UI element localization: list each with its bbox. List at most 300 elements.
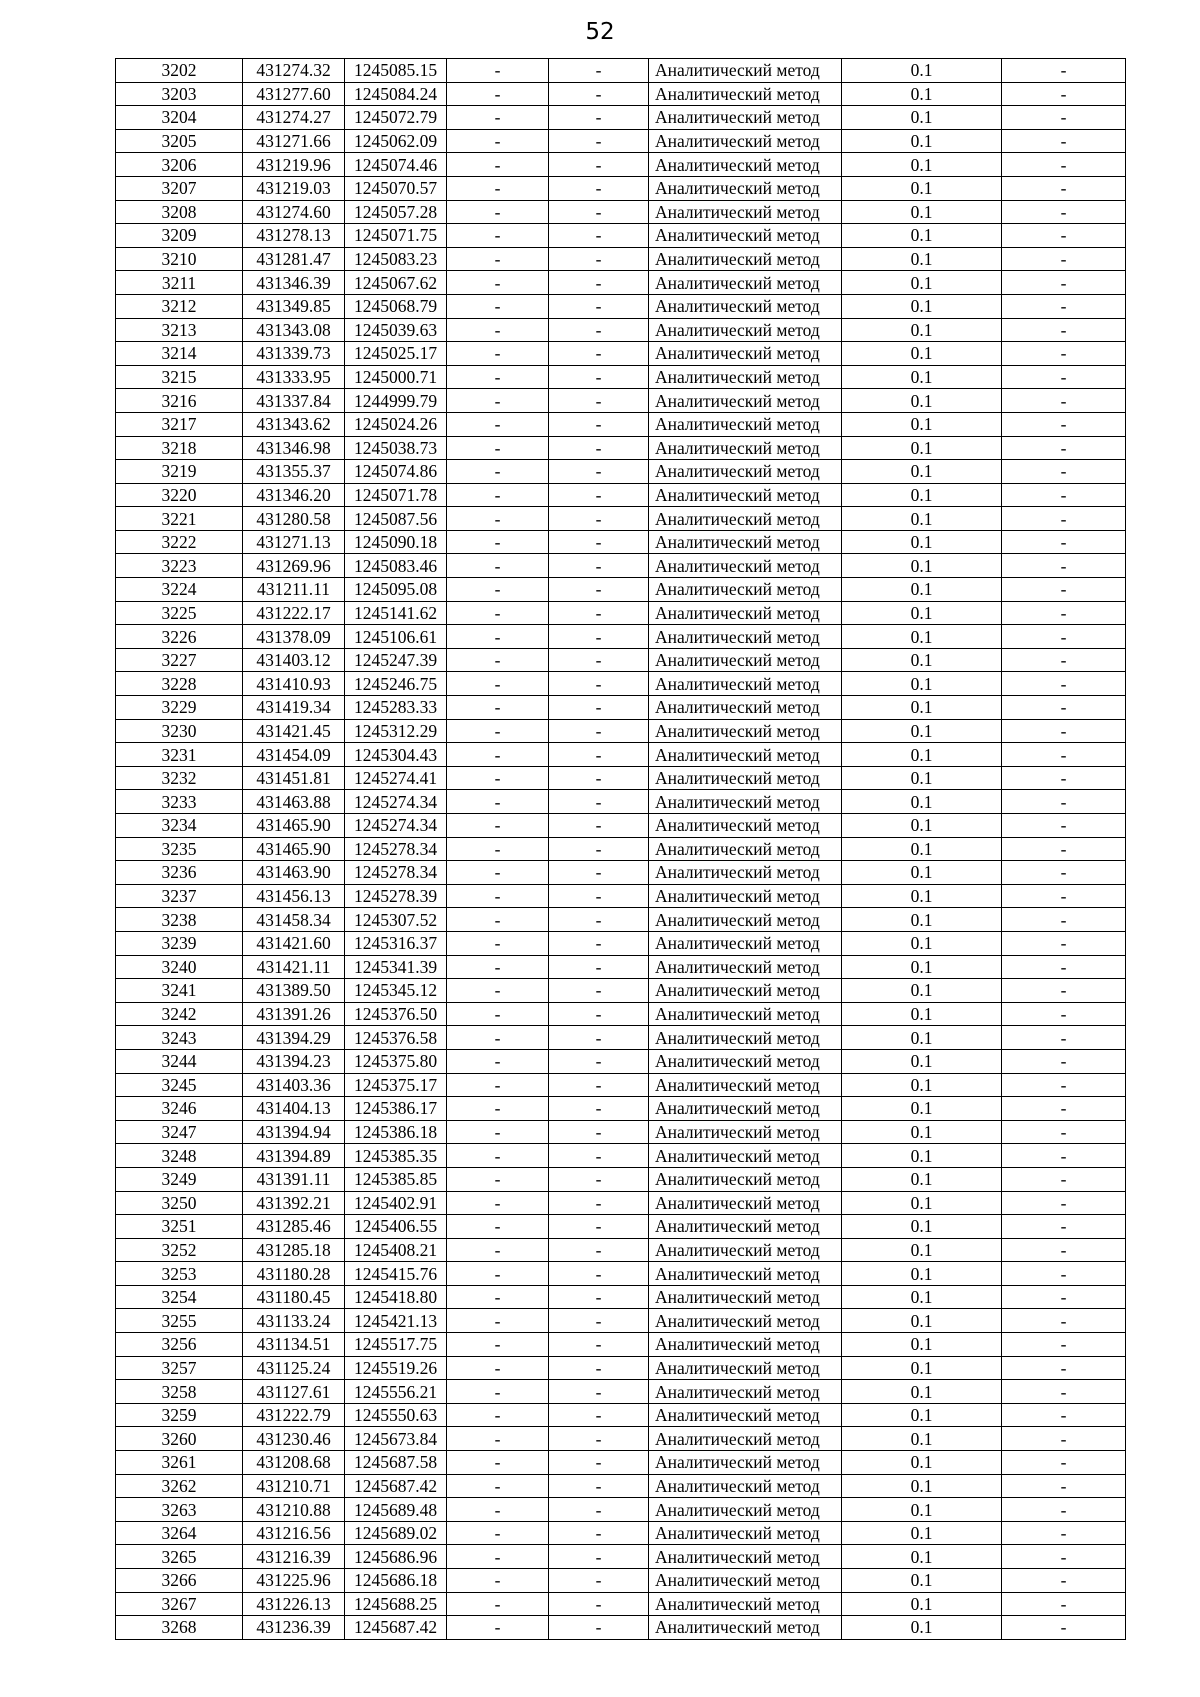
y-coordinate-cell: 1245519.26 [345,1356,447,1380]
accuracy-cell: 0.1 [842,59,1002,83]
table-row [116,1073,1126,1097]
dash-cell: - [549,1592,649,1616]
dash-cell: - [447,1120,549,1144]
accuracy-cell: 0.1 [842,672,1002,696]
dash-cell: - [447,1167,549,1191]
x-coordinate-cell: 431280.58 [243,507,345,531]
x-coordinate-cell: 431337.84 [243,389,345,413]
y-coordinate-cell: 1245071.78 [345,483,447,507]
method-cell: Аналитический метод [649,129,842,153]
dash-cell: - [1002,224,1126,248]
dash-cell: - [1002,1474,1126,1498]
y-coordinate-cell: 1245074.46 [345,153,447,177]
method-cell: Аналитический метод [649,837,842,861]
accuracy-cell: 0.1 [842,696,1002,720]
accuracy-cell: 0.1 [842,554,1002,578]
dash-cell: - [447,1238,549,1262]
accuracy-cell: 0.1 [842,200,1002,224]
y-coordinate-cell: 1245000.71 [345,365,447,389]
dash-cell: - [1002,1309,1126,1333]
method-cell: Аналитический метод [649,1380,842,1404]
x-coordinate-cell: 431346.39 [243,271,345,295]
x-coordinate-cell: 431127.61 [243,1380,345,1404]
table-body [116,59,1126,1640]
dash-cell: - [549,1451,649,1475]
dash-cell: - [549,1262,649,1286]
point-number-cell: 3258 [116,1380,243,1404]
dash-cell: - [1002,884,1126,908]
dash-cell: - [549,436,649,460]
y-coordinate-cell: 1245556.21 [345,1380,447,1404]
x-coordinate-cell: 431226.13 [243,1592,345,1616]
y-coordinate-cell: 1245024.26 [345,412,447,436]
method-cell: Аналитический метод [649,1215,842,1239]
point-number-cell: 3247 [116,1120,243,1144]
table-row [116,790,1126,814]
dash-cell: - [447,601,549,625]
point-number-cell: 3206 [116,153,243,177]
y-coordinate-cell: 1245517.75 [345,1333,447,1357]
dash-cell: - [549,153,649,177]
accuracy-cell: 0.1 [842,931,1002,955]
method-cell: Аналитический метод [649,790,842,814]
dash-cell: - [1002,271,1126,295]
dash-cell: - [549,1073,649,1097]
point-number-cell: 3242 [116,1002,243,1026]
point-number-cell: 3265 [116,1545,243,1569]
x-coordinate-cell: 431180.45 [243,1285,345,1309]
x-coordinate-cell: 431269.96 [243,554,345,578]
method-cell: Аналитический метод [649,1026,842,1050]
method-cell: Аналитический метод [649,601,842,625]
method-cell: Аналитический метод [649,318,842,342]
point-number-cell: 3254 [116,1285,243,1309]
accuracy-cell: 0.1 [842,578,1002,602]
method-cell: Аналитический метод [649,861,842,885]
page-number: 52 [585,19,615,45]
accuracy-cell: 0.1 [842,625,1002,649]
method-cell: Аналитический метод [649,412,842,436]
dash-cell: - [1002,294,1126,318]
accuracy-cell: 0.1 [842,176,1002,200]
point-number-cell: 3246 [116,1097,243,1121]
x-coordinate-cell: 431343.62 [243,412,345,436]
x-coordinate-cell: 431465.90 [243,814,345,838]
dash-cell: - [1002,625,1126,649]
method-cell: Аналитический метод [649,1097,842,1121]
accuracy-cell: 0.1 [842,1238,1002,1262]
dash-cell: - [1002,153,1126,177]
dash-cell: - [1002,59,1126,83]
method-cell: Аналитический метод [649,979,842,1003]
x-coordinate-cell: 431133.24 [243,1309,345,1333]
method-cell: Аналитический метод [649,1120,842,1144]
point-number-cell: 3257 [116,1356,243,1380]
dash-cell: - [447,1144,549,1168]
x-coordinate-cell: 431391.26 [243,1002,345,1026]
x-coordinate-cell: 431463.90 [243,861,345,885]
x-coordinate-cell: 431391.11 [243,1167,345,1191]
accuracy-cell: 0.1 [842,1545,1002,1569]
table-row [116,294,1126,318]
dash-cell: - [1002,365,1126,389]
point-number-cell: 3236 [116,861,243,885]
dash-cell: - [549,931,649,955]
accuracy-cell: 0.1 [842,1356,1002,1380]
dash-cell: - [549,1215,649,1239]
point-number-cell: 3237 [116,884,243,908]
x-coordinate-cell: 431219.03 [243,176,345,200]
dash-cell: - [549,1616,649,1640]
dash-cell: - [549,908,649,932]
y-coordinate-cell: 1245386.18 [345,1120,447,1144]
dash-cell: - [1002,861,1126,885]
method-cell: Аналитический метод [649,460,842,484]
x-coordinate-cell: 431333.95 [243,365,345,389]
method-cell: Аналитический метод [649,931,842,955]
point-number-cell: 3219 [116,460,243,484]
point-number-cell: 3217 [116,412,243,436]
table-row [116,884,1126,908]
y-coordinate-cell: 1245062.09 [345,129,447,153]
dash-cell: - [447,82,549,106]
table-row [116,1309,1126,1333]
dash-cell: - [1002,648,1126,672]
point-number-cell: 3255 [116,1309,243,1333]
dash-cell: - [549,861,649,885]
x-coordinate-cell: 431216.56 [243,1521,345,1545]
y-coordinate-cell: 1245038.73 [345,436,447,460]
y-coordinate-cell: 1245418.80 [345,1285,447,1309]
y-coordinate-cell: 1245316.37 [345,931,447,955]
x-coordinate-cell: 431421.11 [243,955,345,979]
table-row [116,1002,1126,1026]
point-number-cell: 3202 [116,59,243,83]
point-number-cell: 3235 [116,837,243,861]
dash-cell: - [447,1545,549,1569]
accuracy-cell: 0.1 [842,129,1002,153]
accuracy-cell: 0.1 [842,979,1002,1003]
table-row [116,1498,1126,1522]
table-row [116,1238,1126,1262]
dash-cell: - [447,1049,549,1073]
dash-cell: - [1002,1427,1126,1451]
accuracy-cell: 0.1 [842,271,1002,295]
dash-cell: - [447,530,549,554]
table-row [116,1333,1126,1357]
dash-cell: - [1002,1380,1126,1404]
dash-cell: - [549,837,649,861]
dash-cell: - [447,884,549,908]
point-number-cell: 3224 [116,578,243,602]
accuracy-cell: 0.1 [842,153,1002,177]
dash-cell: - [549,294,649,318]
dash-cell: - [1002,814,1126,838]
y-coordinate-cell: 1245689.02 [345,1521,447,1545]
accuracy-cell: 0.1 [842,294,1002,318]
accuracy-cell: 0.1 [842,1049,1002,1073]
dash-cell: - [447,696,549,720]
dash-cell: - [549,59,649,83]
point-number-cell: 3215 [116,365,243,389]
dash-cell: - [1002,790,1126,814]
table-row [116,672,1126,696]
x-coordinate-cell: 431274.32 [243,59,345,83]
method-cell: Аналитический метод [649,294,842,318]
y-coordinate-cell: 1245085.15 [345,59,447,83]
dash-cell: - [447,1569,549,1593]
dash-cell: - [549,1002,649,1026]
x-coordinate-cell: 431378.09 [243,625,345,649]
dash-cell: - [1002,578,1126,602]
point-number-cell: 3234 [116,814,243,838]
method-cell: Аналитический метод [649,507,842,531]
dash-cell: - [549,625,649,649]
x-coordinate-cell: 431180.28 [243,1262,345,1286]
y-coordinate-cell: 1245071.75 [345,224,447,248]
dash-cell: - [1002,1002,1126,1026]
point-number-cell: 3228 [116,672,243,696]
dash-cell: - [447,342,549,366]
dash-cell: - [549,1403,649,1427]
method-cell: Аналитический метод [649,1167,842,1191]
table-row [116,342,1126,366]
point-number-cell: 3212 [116,294,243,318]
dash-cell: - [549,1285,649,1309]
x-coordinate-cell: 431355.37 [243,460,345,484]
dash-cell: - [1002,1120,1126,1144]
point-number-cell: 3209 [116,224,243,248]
method-cell: Аналитический метод [649,1592,842,1616]
dash-cell: - [1002,1073,1126,1097]
point-number-cell: 3261 [116,1451,243,1475]
table-row [116,1049,1126,1073]
table-row [116,696,1126,720]
accuracy-cell: 0.1 [842,1215,1002,1239]
method-cell: Аналитический метод [649,1427,842,1451]
dash-cell: - [1002,1616,1126,1640]
table-row [116,578,1126,602]
dash-cell: - [549,1498,649,1522]
y-coordinate-cell: 1245274.34 [345,790,447,814]
dash-cell: - [1002,837,1126,861]
table-row [116,1403,1126,1427]
accuracy-cell: 0.1 [842,82,1002,106]
method-cell: Аналитический метод [649,1002,842,1026]
point-number-cell: 3250 [116,1191,243,1215]
accuracy-cell: 0.1 [842,861,1002,885]
dash-cell: - [447,507,549,531]
table-row [116,1356,1126,1380]
accuracy-cell: 0.1 [842,507,1002,531]
y-coordinate-cell: 1245278.34 [345,861,447,885]
table-row [116,224,1126,248]
dash-cell: - [1002,1498,1126,1522]
dash-cell: - [1002,1451,1126,1475]
dash-cell: - [549,696,649,720]
x-coordinate-cell: 431210.88 [243,1498,345,1522]
accuracy-cell: 0.1 [842,955,1002,979]
table-row [116,1521,1126,1545]
dash-cell: - [1002,389,1126,413]
x-coordinate-cell: 431274.60 [243,200,345,224]
y-coordinate-cell: 1245067.62 [345,271,447,295]
dash-cell: - [549,1309,649,1333]
point-number-cell: 3230 [116,719,243,743]
dash-cell: - [447,224,549,248]
accuracy-cell: 0.1 [842,837,1002,861]
table-row [116,1474,1126,1498]
point-number-cell: 3262 [116,1474,243,1498]
dash-cell: - [549,129,649,153]
dash-cell: - [1002,460,1126,484]
point-number-cell: 3251 [116,1215,243,1239]
y-coordinate-cell: 1245341.39 [345,955,447,979]
dash-cell: - [549,719,649,743]
method-cell: Аналитический метод [649,1545,842,1569]
y-coordinate-cell: 1245083.46 [345,554,447,578]
accuracy-cell: 0.1 [842,1167,1002,1191]
dash-cell: - [549,814,649,838]
dash-cell: - [447,1451,549,1475]
dash-cell: - [447,861,549,885]
table-row [116,412,1126,436]
method-cell: Аналитический метод [649,82,842,106]
accuracy-cell: 0.1 [842,342,1002,366]
point-number-cell: 3223 [116,554,243,578]
dash-cell: - [447,766,549,790]
x-coordinate-cell: 431134.51 [243,1333,345,1357]
x-coordinate-cell: 431219.96 [243,153,345,177]
dash-cell: - [1002,530,1126,554]
x-coordinate-cell: 431211.11 [243,578,345,602]
dash-cell: - [1002,1049,1126,1073]
x-coordinate-cell: 431271.13 [243,530,345,554]
dash-cell: - [1002,979,1126,1003]
dash-cell: - [1002,1403,1126,1427]
table-row [116,1592,1126,1616]
x-coordinate-cell: 431421.45 [243,719,345,743]
dash-cell: - [447,1191,549,1215]
method-cell: Аналитический метод [649,1049,842,1073]
dash-cell: - [1002,483,1126,507]
dash-cell: - [447,1592,549,1616]
dash-cell: - [447,908,549,932]
dash-cell: - [447,389,549,413]
point-number-cell: 3225 [116,601,243,625]
y-coordinate-cell: 1245072.79 [345,106,447,130]
accuracy-cell: 0.1 [842,247,1002,271]
method-cell: Аналитический метод [649,365,842,389]
dash-cell: - [1002,672,1126,696]
method-cell: Аналитический метод [649,59,842,83]
point-number-cell: 3239 [116,931,243,955]
x-coordinate-cell: 431285.46 [243,1215,345,1239]
dash-cell: - [549,200,649,224]
dash-cell: - [1002,1356,1126,1380]
dash-cell: - [447,483,549,507]
table-row [116,814,1126,838]
point-number-cell: 3268 [116,1616,243,1640]
point-number-cell: 3211 [116,271,243,295]
dash-cell: - [1002,1592,1126,1616]
method-cell: Аналитический метод [649,1333,842,1357]
accuracy-cell: 0.1 [842,318,1002,342]
point-number-cell: 3208 [116,200,243,224]
y-coordinate-cell: 1244999.79 [345,389,447,413]
table-row [116,908,1126,932]
table-row [116,719,1126,743]
method-cell: Аналитический метод [649,1616,842,1640]
point-number-cell: 3203 [116,82,243,106]
y-coordinate-cell: 1245687.42 [345,1616,447,1640]
method-cell: Аналитический метод [649,743,842,767]
table-row [116,955,1126,979]
table-row [116,1451,1126,1475]
dash-cell: - [447,1026,549,1050]
dash-cell: - [549,1333,649,1357]
accuracy-cell: 0.1 [842,1191,1002,1215]
dash-cell: - [447,625,549,649]
dash-cell: - [447,294,549,318]
method-cell: Аналитический метод [649,1521,842,1545]
dash-cell: - [447,436,549,460]
method-cell: Аналитический метод [649,1144,842,1168]
dash-cell: - [1002,318,1126,342]
y-coordinate-cell: 1245345.12 [345,979,447,1003]
dash-cell: - [447,1215,549,1239]
dash-cell: - [549,554,649,578]
x-coordinate-cell: 431456.13 [243,884,345,908]
accuracy-cell: 0.1 [842,1569,1002,1593]
dash-cell: - [447,247,549,271]
table-row [116,507,1126,531]
dash-cell: - [549,601,649,625]
table-row [116,601,1126,625]
method-cell: Аналитический метод [649,1569,842,1593]
dash-cell: - [549,1569,649,1593]
y-coordinate-cell: 1245278.39 [345,884,447,908]
method-cell: Аналитический метод [649,436,842,460]
dash-cell: - [549,1144,649,1168]
table-row [116,766,1126,790]
x-coordinate-cell: 431394.29 [243,1026,345,1050]
table-row [116,1285,1126,1309]
dash-cell: - [549,578,649,602]
dash-cell: - [549,106,649,130]
point-number-cell: 3243 [116,1026,243,1050]
point-number-cell: 3244 [116,1049,243,1073]
method-cell: Аналитический метод [649,1451,842,1475]
dash-cell: - [1002,696,1126,720]
point-number-cell: 3253 [116,1262,243,1286]
dash-cell: - [549,1545,649,1569]
x-coordinate-cell: 431403.36 [243,1073,345,1097]
point-number-cell: 3249 [116,1167,243,1191]
accuracy-cell: 0.1 [842,1380,1002,1404]
point-number-cell: 3231 [116,743,243,767]
dash-cell: - [549,979,649,1003]
y-coordinate-cell: 1245673.84 [345,1427,447,1451]
accuracy-cell: 0.1 [842,1427,1002,1451]
table-row [116,1545,1126,1569]
y-coordinate-cell: 1245074.86 [345,460,447,484]
method-cell: Аналитический метод [649,554,842,578]
table-row [116,365,1126,389]
dash-cell: - [1002,436,1126,460]
x-coordinate-cell: 431463.88 [243,790,345,814]
accuracy-cell: 0.1 [842,1144,1002,1168]
